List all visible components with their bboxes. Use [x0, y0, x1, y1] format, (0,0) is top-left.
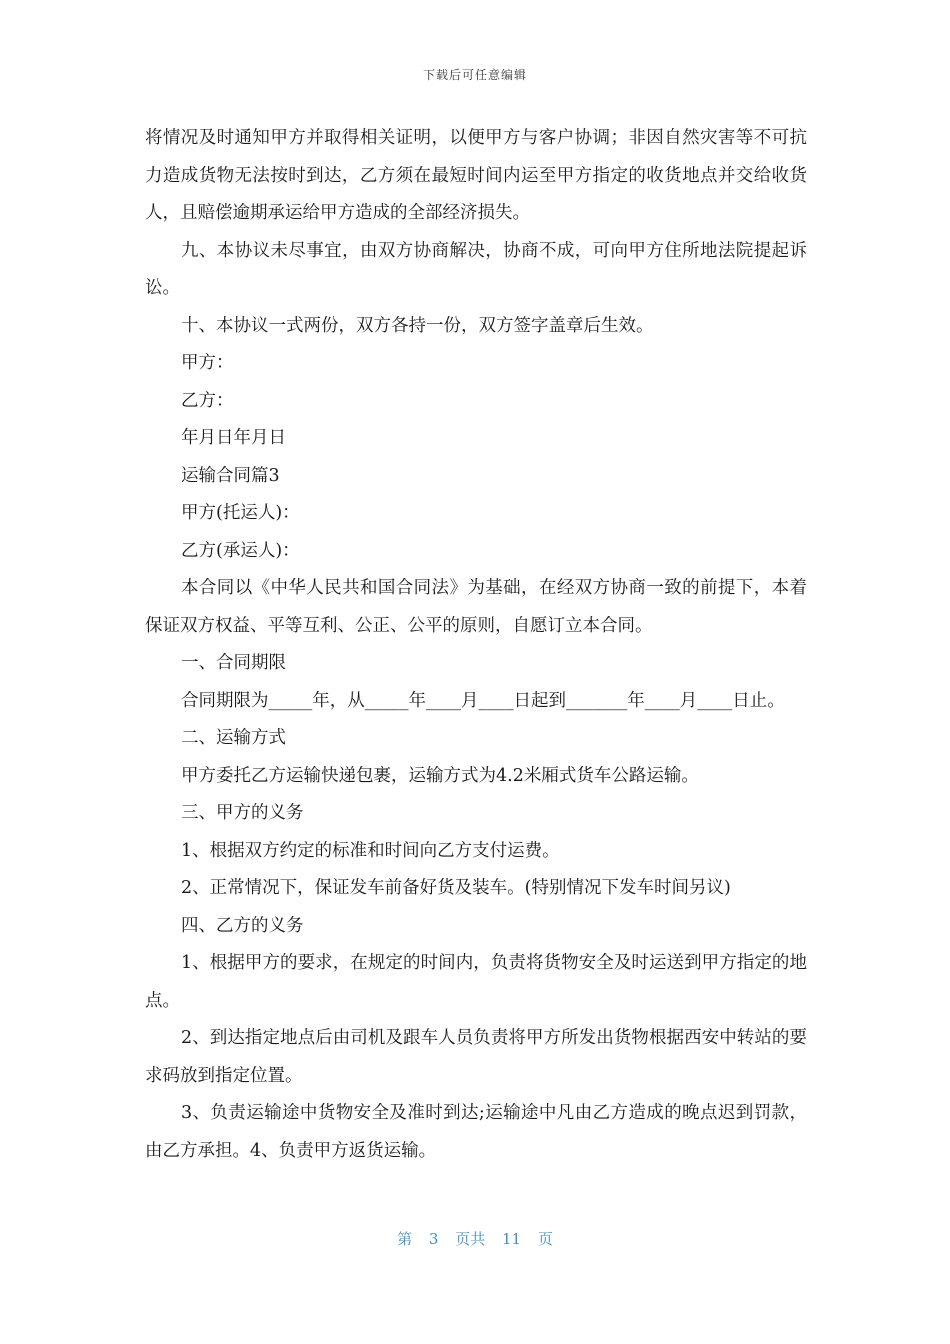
list-item: 1、根据双方约定的标准和时间向乙方支付运费。: [181, 840, 560, 861]
page-number: 第 3 页共 11 页: [397, 1230, 553, 1248]
clause-heading: 四、乙方的义务: [181, 915, 304, 936]
party-b-label: 乙方(承运人)：: [181, 540, 300, 561]
page-header-note: 下载后可任意编辑: [422, 68, 527, 82]
paragraph: 将情况及时通知甲方并取得相关证明，以便甲方与客户协调；非因自然灾害等不可抗力造成货物无法按时到达，乙方须在最短时间内运至甲方指定的收货地点并交给收货人，且赔偿逾期承运给甲方造成的全部经济损失。: [145, 128, 807, 223]
paragraph: 本合同以《中华人民共和国合同法》为基础，在经双方协商一致的前提下，本着保证双方权益、平等互利、公正、公平的原则，自愿订立本合同。: [145, 578, 807, 636]
paragraph: 甲方委托乙方运输快递包裹，运输方式为4.2米厢式货车公路运输。: [181, 765, 699, 786]
signature-date: 年月日年月日: [181, 428, 286, 448]
section-title: 运输合同篇3: [181, 465, 280, 486]
paragraph: 九、本协议未尽事宜，由双方协商解决，协商不成，可向甲方住所地法院提起诉讼。: [145, 240, 807, 298]
clause-heading: 二、运输方式: [181, 728, 286, 748]
clause-heading: 三、甲方的义务: [181, 803, 304, 823]
list-item: 1、根据甲方的要求，在规定的时间内，负责将货物安全及时运送到甲方指定的地点。: [145, 953, 807, 1011]
document-body: [145, 120, 807, 1170]
clause-heading: 一、合同期限: [181, 653, 286, 673]
paragraph: 十、本协议一式两份，双方各持一份，双方签字盖章后生效。: [181, 315, 654, 336]
list-item: 3、负责运输途中货物安全及准时到达;运输途中凡由乙方造成的晚点迟到罚款，由乙方承担。4、负责甲方返货运输。: [145, 1103, 807, 1161]
list-item: 2、到达指定地点后由司机及跟车人员负责将甲方所发出货物根据西安中转站的要求码放到指定位置。: [145, 1028, 807, 1086]
paragraph: 合同期限为_____年，从_____年____月____日起到_______年____月____日止。: [181, 690, 785, 711]
list-item: 2、正常情况下，保证发车前备好货及装车。(特别情况下发车时间另议): [181, 878, 731, 898]
party-a-label: 甲方(托运人)：: [181, 503, 300, 523]
signature-party-a: 甲方：: [181, 353, 234, 373]
signature-party-b: 乙方：: [181, 390, 234, 411]
